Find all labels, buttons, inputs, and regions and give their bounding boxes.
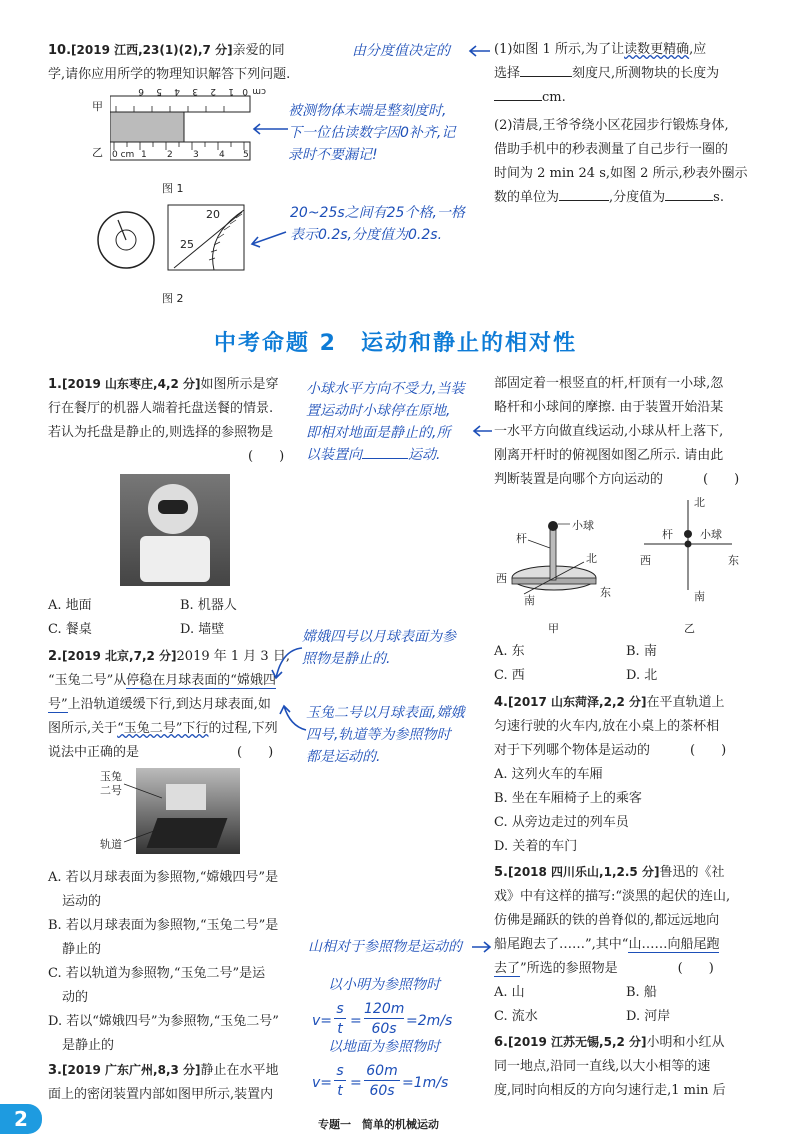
- q2-option-c-cont: 动的: [62, 990, 89, 1005]
- q4-l3: 对于下列哪个物体是运动的: [494, 743, 651, 758]
- q3-fig-north: 北: [586, 552, 597, 565]
- tick-b0: 0 cm: [112, 150, 135, 160]
- arrow-icon: [276, 700, 308, 736]
- q10-part1: [494, 38, 754, 110]
- note-q6-ground: 以地面为参照物时: [328, 1039, 440, 1055]
- tick-b1: 1: [141, 150, 147, 160]
- tick-b4: 4: [219, 150, 225, 160]
- q3-stem-left: [48, 1058, 302, 1107]
- q1-option-c[interactable]: C. 餐桌: [48, 622, 92, 637]
- eq1-frac1-den: t: [337, 1021, 343, 1037]
- q3-l1: 静止在水平地: [200, 1063, 279, 1078]
- arrow-icon: [470, 424, 494, 438]
- q5-l5b: ”所选的参照物是: [520, 961, 618, 976]
- q2-fig-label-yutu1: 玉兔: [100, 770, 122, 783]
- q4-l2: 匀速行驶的火车内,放在小桌上的茶杯相: [494, 719, 720, 734]
- q4-option-b[interactable]: B. 坐在车厢椅子上的乘客: [494, 791, 642, 806]
- q3-figb-ball: 小球: [700, 528, 722, 541]
- note-q1-l1: 小球水平方向不受力,当装: [306, 381, 465, 397]
- q2-stem: [48, 644, 302, 765]
- q2-option-a[interactable]: A. 若以月球表面为参照物,“嫦娥四号”是: [48, 870, 279, 885]
- q3-options: [494, 640, 758, 688]
- tick-t6: 0: [242, 86, 248, 96]
- q4-option-c[interactable]: C. 从旁边走过的列车员: [494, 815, 629, 830]
- q2-l2-emphasis: 停稳在月球表面的“嫦娥四: [126, 673, 276, 688]
- q10-p2-l1: (2)清晨,王爷爷绕小区花园步行锻炼身体,: [494, 118, 729, 133]
- q2-option-b[interactable]: B. 若以月球表面为参照物,“玉兔二号”是: [48, 918, 279, 933]
- tick-t1: 5: [156, 86, 162, 96]
- q10-p2-l4c: s.: [713, 190, 724, 205]
- rover-body: [166, 784, 206, 810]
- note-q2-yutu: [306, 702, 496, 768]
- q2-l4a: 图所示,关于: [48, 721, 118, 736]
- note-q2-chang-e: [302, 626, 492, 670]
- q3-r2: 略杆和小球间的摩擦. 由于装置开始沿某: [494, 400, 724, 415]
- q1-number: 1.: [48, 377, 62, 392]
- note-stopwatch-l2: 表示0.2s,分度值为0.2s.: [290, 227, 443, 243]
- q3-option-a[interactable]: A. 东: [494, 644, 525, 659]
- top-view-diagram: [636, 494, 746, 604]
- q1-l1: 如图所示是穿: [200, 377, 279, 392]
- q2-l3b: 上沿轨道缓缓下行,到达月球表面,如: [67, 697, 271, 712]
- answer-blank-length[interactable]: [494, 86, 542, 101]
- q3-figb-south: 南: [694, 590, 705, 603]
- note-scale-division: 由分度值决定的: [352, 43, 450, 59]
- q2-figure-labels: [100, 770, 122, 798]
- q10-part2: [494, 114, 754, 210]
- eq2-frac1-den: t: [337, 1083, 343, 1099]
- q4-answer-paren[interactable]: ( ): [690, 743, 727, 758]
- note-q1: [306, 378, 492, 466]
- q5-answer-paren[interactable]: ( ): [677, 961, 714, 976]
- q5-l1: 鲁迅的《社: [659, 865, 725, 880]
- q10-p1-c: 选择: [494, 66, 521, 81]
- tick-b3: 3: [193, 150, 199, 160]
- robot-body: [140, 536, 210, 582]
- section-title: [214, 326, 577, 357]
- q3-fig-south: 南: [524, 594, 535, 607]
- q3-r1: 部固定着一根竖直的杆,杆顶有一小球,忽: [494, 376, 724, 391]
- figure-2-stopwatch: [96, 200, 246, 275]
- q10-p1-unit: cm.: [542, 90, 566, 105]
- eq2-frac1-num: s: [334, 1062, 346, 1081]
- note-estimation-l1: 被测物体末端是整刻度时,: [288, 103, 447, 119]
- q1-option-d[interactable]: D. 墙壁: [180, 622, 225, 637]
- q2-l4-emphasis: “玉兔二号”下行: [117, 721, 209, 736]
- q1-option-a[interactable]: A. 地面: [48, 598, 92, 613]
- q3-r5: 判断装置是向哪个方向运动的: [494, 472, 664, 487]
- tick-t4: 2: [210, 86, 216, 96]
- q10-p1-emphasis: 读数更精确: [624, 42, 690, 57]
- q10-p2-l3: 时间为 2 min 24 s,如图 2 所示,秒表外圈示: [494, 166, 748, 181]
- note-q1-l2: 置运动时小球停在原地,: [306, 403, 451, 419]
- note-stopwatch: [290, 202, 490, 246]
- tick-t2: 4: [174, 86, 180, 96]
- q2-l2a: “玉兔二号”从: [48, 673, 127, 688]
- q1-answer-paren[interactable]: ( ): [248, 449, 285, 464]
- tick-t3: 3: [192, 86, 198, 96]
- q3-figb-east: 东: [728, 554, 739, 567]
- eq1-result: =2m/s: [406, 1013, 453, 1029]
- q10-p2-l4b: ,分度值为: [609, 190, 666, 205]
- q10-stem-b: 学,请你应用所学的物理知识解答下列问题.: [48, 67, 291, 82]
- q10-source: [2019 江西,23(1)(2),7 分]: [71, 43, 233, 57]
- q5-l3: 仿佛是踊跃的铁的兽脊似的,都远远地向: [494, 913, 720, 928]
- stopwatch-diagram: [96, 200, 246, 275]
- q1-l2: 行在餐厅的机器人端着托盘送餐的情景.: [48, 401, 274, 416]
- q1-source: [2019 山东枣庄,4,2 分]: [61, 377, 201, 391]
- q3-fig-east: 东: [600, 586, 611, 599]
- q2-option-b-cont: 静止的: [62, 942, 102, 957]
- note-q5-mountain: 山相对于参照物是运动的: [308, 939, 462, 955]
- q10-p1-a: (1)如图 1 所示,为了让: [494, 42, 625, 57]
- q3-l2: 面上的密闭装置内部如图甲所示,装置内: [48, 1087, 274, 1102]
- arrow-icon: [248, 228, 288, 250]
- eq2-frac2-den: 60s: [369, 1083, 395, 1099]
- page-footer: 专题一 简单的机械运动: [318, 1118, 439, 1131]
- fig2-tick-20: 20: [206, 208, 220, 221]
- q5-l4-emphasis: 山……向船尾跑: [628, 937, 720, 952]
- q3-figure-a: [494, 500, 624, 635]
- q10-p1-d: 刻度尺,所测物块的长度为: [572, 66, 720, 81]
- note-q2a-l1: 嫦娥四号以月球表面为参: [302, 629, 456, 645]
- q5-l2: 戏》中有这样的描写:“淡黑的起伏的连山,: [494, 889, 731, 904]
- q10-stem: [48, 38, 298, 87]
- q2-source: [2019 北京,7,2 分]: [61, 649, 177, 663]
- q6-l2: 同一地点,沿同一直线,以大小相等的速: [494, 1059, 711, 1074]
- q5-l5-emphasis: 去了: [494, 961, 521, 976]
- tick-t5: 1: [228, 86, 234, 96]
- note-q1-l4b: 运动.: [408, 447, 441, 463]
- q6-block: [494, 1030, 758, 1103]
- q4-option-a[interactable]: A. 这列火车的车厢: [494, 767, 603, 782]
- q5-option-d[interactable]: D. 河岸: [626, 1009, 671, 1024]
- q3-option-c[interactable]: C. 西: [494, 668, 525, 683]
- note-q1-l3: 即相对地面是静止的,所: [306, 425, 451, 441]
- q3-fig-caption-a: 甲: [548, 622, 559, 635]
- q3-r3: 一水平方向做直线运动,小球从杆上落下,: [494, 424, 724, 439]
- robot-face: [158, 500, 188, 514]
- note-q2b-l2: 四号,轨道等为参照物时: [306, 727, 451, 743]
- q5-block: [494, 860, 758, 1029]
- q2-option-a-cont: 运动的: [62, 894, 102, 909]
- figure-1-rulers: [92, 86, 266, 164]
- arrow-icon: [466, 44, 492, 58]
- note-q2b-l3: 都是运动的.: [306, 749, 381, 765]
- q3-r4: 刚离开杆时的俯视图如图乙所示. 请由此: [494, 448, 724, 463]
- q10-stem-a: 亲爱的同: [232, 43, 285, 58]
- fig1-label-bottom: 乙: [92, 146, 103, 159]
- q2-fig-label-yutu2: 二号: [100, 784, 122, 797]
- q3-figb-west: 西: [640, 554, 651, 567]
- q1-option-b[interactable]: B. 机器人: [180, 598, 237, 613]
- q2-number: 2.: [48, 649, 62, 664]
- q10-p2-l4a: 数的单位为: [494, 190, 560, 205]
- q2-option-d-cont: 是静止的: [62, 1038, 115, 1053]
- q10-p2-l2: 借助手机中的秒表测量了自己步行一圈的: [494, 142, 729, 157]
- q1-stem: [48, 372, 300, 469]
- eq2-mid: =: [350, 1075, 362, 1091]
- q10-p1-b: ,应: [689, 42, 707, 57]
- q1-options: [48, 594, 300, 642]
- q2-l1: 2019 年 1 月 3 日,: [176, 649, 290, 664]
- q3-figb-north: 北: [694, 496, 705, 509]
- figure-leader-lines: [122, 776, 166, 846]
- note-estimation-l3: 录时不要漏记!: [288, 147, 378, 163]
- q5-option-a[interactable]: A. 山: [494, 985, 525, 1000]
- eq1-lhs: v=: [312, 1013, 333, 1029]
- q3-number: 3.: [48, 1063, 62, 1078]
- q4-block: [494, 690, 758, 859]
- answer-blank-division[interactable]: [665, 186, 713, 201]
- q4-l1: 在平直轨道上: [646, 695, 725, 710]
- q4-number: 4.: [494, 695, 508, 710]
- eq2-lhs: v=: [312, 1075, 333, 1091]
- fig2-tick-25: 25: [180, 238, 194, 251]
- answer-blank-ruler[interactable]: [520, 62, 572, 77]
- eq2-frac2-num: 60m: [364, 1062, 400, 1081]
- q3-fig-west: 西: [496, 572, 507, 585]
- eq1-frac1-num: s: [334, 1000, 346, 1019]
- q3-option-d[interactable]: D. 北: [626, 668, 658, 683]
- q10-number: 10.: [48, 43, 72, 58]
- note-q6-xiaoming: 以小明为参照物时: [328, 977, 440, 993]
- q3-figure-b: [636, 494, 746, 634]
- q4-source: [2017 山东菏泽,2,2 分]: [507, 695, 647, 709]
- page-number-badge: 2: [0, 1104, 42, 1134]
- fig1-label-top: 甲: [92, 100, 103, 113]
- answer-blank-unit[interactable]: [559, 186, 609, 201]
- q6-l3: 度,同时向相反的方向匀速行走,1 min 后: [494, 1083, 726, 1098]
- q3-stem-right: [494, 372, 758, 492]
- note-stopwatch-l1: 20~25s之间有25个格,一格: [290, 205, 465, 221]
- q3-source: [2019 广东广州,8,3 分]: [61, 1063, 201, 1077]
- arrow-icon: [250, 122, 290, 136]
- eq1-frac2-num: 120m: [364, 1001, 405, 1017]
- q5-option-b[interactable]: B. 船: [626, 985, 657, 1000]
- note-q6-eq1: [312, 1000, 492, 1040]
- q6-l1: 小明和小红从: [646, 1035, 725, 1050]
- q3-fig-rod-label: 杆: [516, 532, 527, 545]
- q5-number: 5.: [494, 865, 508, 880]
- note-estimation-l2: 下一位估读数字因0补齐,记: [288, 125, 456, 141]
- q2-l3-emphasis: 号”: [48, 697, 68, 712]
- q3-figb-rod: 杆: [662, 528, 673, 541]
- q3-answer-paren[interactable]: ( ): [703, 472, 740, 487]
- q5-source: [2018 四川乐山,1,2.5 分]: [507, 865, 660, 879]
- q3-fig-ball-label: 小球: [572, 519, 594, 532]
- robot-photo: [120, 474, 230, 586]
- q2-options: [48, 866, 302, 1058]
- note-q2a-l2: 照物是静止的.: [302, 651, 391, 667]
- note-estimation: [288, 100, 488, 166]
- eq1-mid: =: [350, 1013, 362, 1029]
- note-q1-l4a: 以装置向: [306, 447, 362, 463]
- note-blank: [362, 444, 408, 459]
- q1-l3: 若认为托盘是静止的,则选择的参照物是: [48, 425, 274, 440]
- q4-option-d[interactable]: D. 关着的车门: [494, 839, 578, 854]
- q5-l4a: 船尾跑去了……”,其中“: [494, 937, 629, 952]
- q2-answer-paren[interactable]: ( ): [237, 745, 274, 760]
- arrow-icon: [470, 940, 494, 954]
- q2-l4b: 的过程,下列: [208, 721, 278, 736]
- note-q2b-l1: 玉兔二号以月球表面,嫦娥: [306, 705, 465, 721]
- eq2-result: =1m/s: [402, 1075, 449, 1091]
- tick-b5: 5: [243, 150, 249, 160]
- q6-source: [2019 江苏无锡,5,2 分]: [507, 1035, 647, 1049]
- tick-t-unit: cm: [252, 86, 266, 96]
- q2-fig-label-track: 轨道: [100, 838, 122, 851]
- fig1-caption: 图 1: [162, 182, 184, 195]
- note-q6-eq2: [312, 1062, 492, 1102]
- q2-option-d[interactable]: D. 若以“嫦娥四号”为参照物,“玉兔二号”: [48, 1014, 279, 1029]
- q2-l5: 说法中正确的是: [48, 745, 140, 760]
- arrow-icon: [270, 644, 304, 684]
- q6-number: 6.: [494, 1035, 508, 1050]
- q3-fig-caption-b: 乙: [684, 622, 695, 635]
- q2-option-c[interactable]: C. 若以轨道为参照物,“玉兔二号”是运: [48, 966, 266, 981]
- section-title-subtitle: 运动和静止的相对性: [360, 331, 577, 356]
- tick-b2: 2: [167, 150, 173, 160]
- fig2-caption: 图 2: [162, 292, 184, 305]
- tick-t0: 6: [138, 86, 144, 96]
- section-title-number: 中考命题 2: [214, 331, 337, 356]
- eq1-frac2-den: 60s: [371, 1021, 397, 1037]
- q3-option-b[interactable]: B. 南: [626, 644, 657, 659]
- q5-option-c[interactable]: C. 流水: [494, 1009, 538, 1024]
